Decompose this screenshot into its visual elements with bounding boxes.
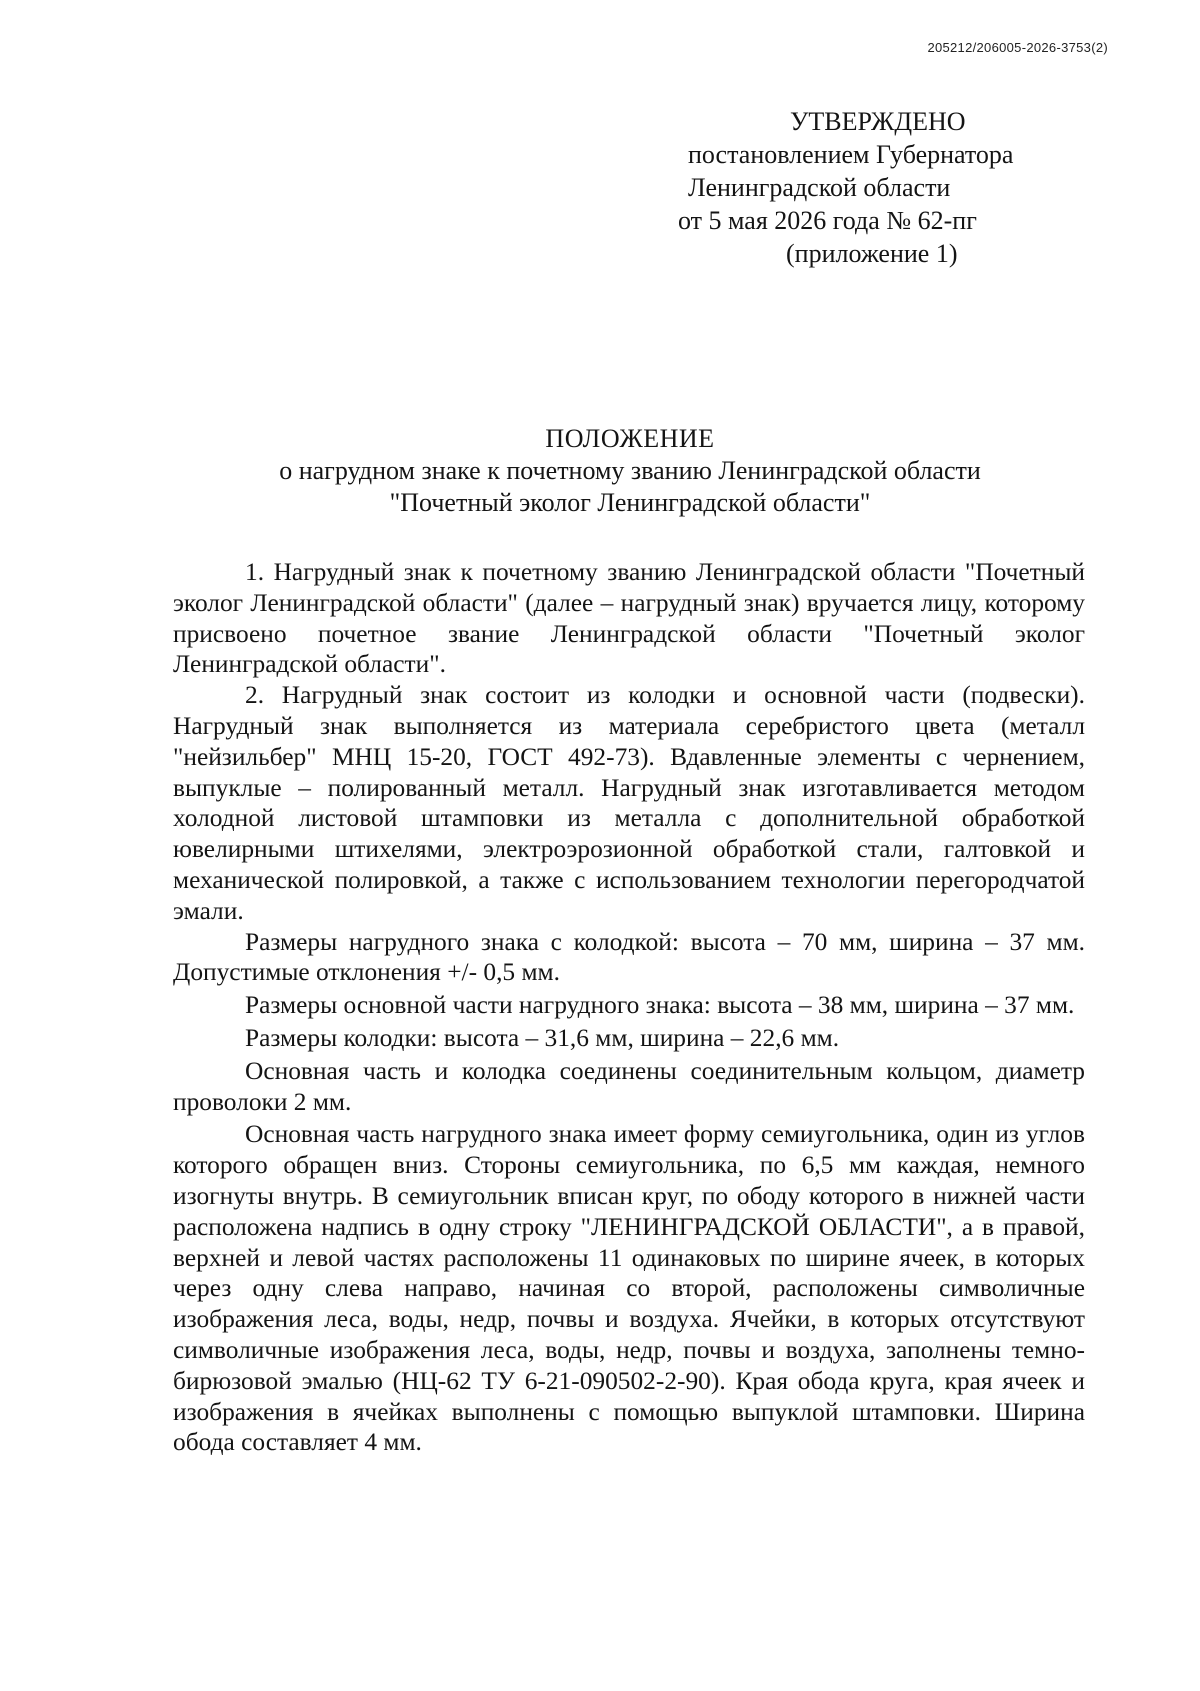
- document-heading: [170, 423, 1090, 519]
- approval-line-appendix: (приложение 1): [786, 239, 958, 268]
- paragraph-ring: Основная часть и колодка соединены соединительным кольцом, диаметр проволоки 2 мм.: [173, 1056, 1085, 1116]
- paragraph-1: 1. Нагрудный знак к почетному званию Ленинградской области "Почетный эколог Ленинградской области" (далее – нагрудный знак) вручается лицу, которому присвоено почетное звание Ленинградской области "Почетный эколог Ленинградской области".: [173, 558, 1085, 679]
- paragraph-main-part: Основная часть нагрудного знака имеет форму семиугольника, один из углов которого обращен вниз. Стороны семиугольника, по 6,5 мм каждая, немного изогнуты внутрь. В семиугольник вписан круг, по ободу которого в нижней части расположена надпись в одну строку "ЛЕНИНГРАДСКОЙ ОБЛАСТИ", а в правой, верхней и левой частях расположены 11 одинаковых по ширине ячеек, в которых через одну слева направо, начиная со второй, расположены символичные изображения леса, воды, недр, почвы и воздуха. Ячейки, в которых отсутствуют символичные изображения леса, воды, недр, почвы и воздуха, заполнены темно-бирюзовой эмалью (НЦ-62 ТУ 6-21-090502-2-90). Края обода круга, края ячеек и изображения в ячейках выполнены с помощью выпуклой штамповки. Ширина обода составляет 4 мм.: [173, 1120, 1085, 1457]
- paragraph-2: 2. Нагрудный знак состоит из колодки и основной части (подвески). Нагрудный знак выполняется из материала серебристого цвета (металл "нейзильбер" МНЦ 15-20, ГОСТ 492-73). Вдавленные элементы с чернением, выпуклые – полированный металл. Нагрудный знак изготавливается методом холодной листовой штамповки из металла с дополнительной обработкой ювелирными штихелями, электроэрозионной обработкой стали, галтовкой и механической полировкой, а также с использованием технологии перегородчатой эмали.: [173, 681, 1085, 925]
- document-subtitle-line1: о нагрудном знаке к почетному званию Ленинградской области: [279, 456, 981, 485]
- paragraph-dimensions-block: Размеры колодки: высота – 31,6 мм, ширина – 22,6 мм.: [245, 1023, 840, 1052]
- paragraph-dimensions-main: Размеры основной части нагрудного знака: высота – 38 мм, ширина – 37 мм.: [245, 991, 1075, 1020]
- document-subtitle-line2: "Почетный эколог Ленинградской области": [389, 488, 871, 517]
- document-body: [173, 557, 1085, 1458]
- document-id-stamp: 205212/206005-2026-3753(2): [927, 40, 1108, 55]
- approval-line-date: от 5 мая 2026 года № 62-пг: [678, 206, 977, 235]
- approval-line-decree: постановлением Губернатора: [688, 140, 1014, 169]
- approval-heading: УТВЕРЖДЕНО: [790, 107, 966, 136]
- approval-line-region: Ленинградской области: [688, 173, 951, 202]
- paragraph-dimensions-total: Размеры нагрудного знака с колодкой: высота – 70 мм, ширина – 37 мм. Допустимые отклонения +/- 0,5 мм.: [173, 927, 1085, 987]
- document-title: ПОЛОЖЕНИЕ: [545, 424, 715, 453]
- approval-block: [660, 105, 1080, 270]
